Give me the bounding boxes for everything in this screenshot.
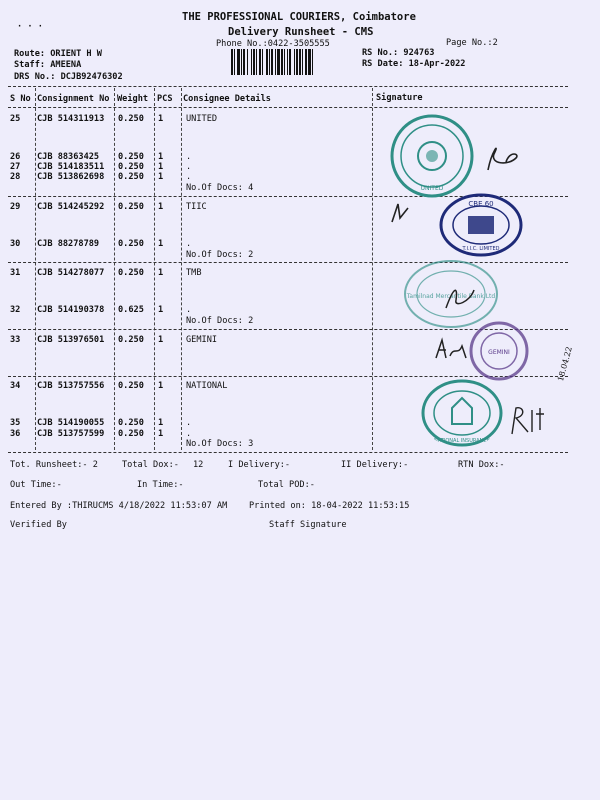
rule-bottom: [8, 452, 568, 453]
col-pcs: PCS: [157, 94, 173, 104]
rs-number: RS No.: 924763: [362, 48, 435, 58]
row-pcs: 1: [158, 114, 164, 124]
row-consignment: CJB 514183511: [37, 162, 105, 172]
barcode-bar: [281, 49, 283, 75]
rule-top: [8, 86, 568, 87]
barcode-bar: [256, 49, 257, 75]
col-consignee: Consignee Details: [183, 94, 271, 104]
row-consignment: CJB 513976501: [37, 335, 105, 345]
row-consignment: CJB 513757599: [37, 429, 105, 439]
row-pcs: 1: [158, 162, 164, 172]
ii-delivery: II Delivery:-: [341, 460, 409, 470]
row-details: GEMINI: [186, 335, 218, 345]
col-divider: [114, 88, 115, 450]
barcode-bar: [251, 49, 252, 75]
signature-scrawl: [480, 140, 530, 175]
barcode-bar: [308, 49, 311, 75]
corner-marks: · · ·: [17, 22, 43, 32]
row-pcs: 1: [158, 418, 164, 428]
company-title: THE PROFESSIONAL COURIERS, Coimbatore: [182, 11, 416, 23]
row-consignment: CJB 88278789: [37, 239, 100, 249]
drs-number: DRS No.: DCJB92476302: [14, 72, 123, 82]
barcode-bar: [277, 49, 280, 75]
row-details: .: [186, 429, 192, 439]
row-weight: 0.250: [118, 202, 144, 212]
col-weight: Weight: [117, 94, 149, 104]
total-dox: Total Dox:-: [122, 460, 179, 470]
row-consignment: CJB 514245292: [37, 202, 105, 212]
row-sno: 32: [10, 305, 21, 315]
row-sno: 28: [10, 172, 21, 182]
row-sno: 30: [10, 239, 21, 249]
barcode-bar: [241, 49, 242, 75]
row-weight: 0.625: [118, 305, 144, 315]
row-pcs: 1: [158, 239, 164, 249]
row-consignment: CJB 513862698: [37, 172, 105, 182]
barcode-bar: [299, 49, 301, 75]
barcode-bar: [302, 49, 303, 75]
svg-text:NATIONAL INSURANCE: NATIONAL INSURANCE: [434, 438, 490, 444]
rule-header: [8, 107, 568, 108]
row-details: .: [186, 172, 192, 182]
rs-date: RS Date: 18-Apr-2022: [362, 59, 466, 69]
barcode-bar: [271, 49, 273, 75]
printed-on: Printed on: 18-04-2022 11:53:15: [249, 501, 410, 511]
barcode-bar: [312, 49, 313, 75]
handwritten-date: 18.04.22: [556, 345, 574, 383]
row-details: .: [186, 305, 192, 315]
i-delivery: I Delivery:-: [228, 460, 291, 470]
row-sno: 34: [10, 381, 21, 391]
barcode-bar: [259, 49, 261, 75]
svg-text:GEMINI: GEMINI: [488, 349, 510, 356]
row-pcs: 1: [158, 429, 164, 439]
svg-text:CBE 60: CBE 60: [468, 200, 494, 208]
runsheet-title: Delivery Runsheet - CMS: [228, 26, 374, 38]
phone-number: Phone No.:0422-3505555: [216, 39, 330, 49]
row-weight: 0.250: [118, 114, 144, 124]
staff: Staff: AMEENA: [14, 60, 82, 70]
entered-by: Entered By :THIRUCMS 4/18/2022 11:53:07 AM: [10, 501, 228, 511]
barcode-bar: [243, 49, 245, 75]
barcode-bar: [237, 49, 240, 75]
doc-count: No.Of Docs: 4: [186, 183, 254, 193]
row-sno: 26: [10, 152, 21, 162]
row-sno: 25: [10, 114, 21, 124]
row-weight: 0.250: [118, 268, 144, 278]
svg-text:T.I.I.C. LIMITED: T.I.I.C. LIMITED: [462, 246, 500, 252]
row-weight: 0.250: [118, 152, 144, 162]
row-sno: 29: [10, 202, 21, 212]
row-pcs: 1: [158, 335, 164, 345]
row-consignment: CJB 514311913: [37, 114, 105, 124]
row-pcs: 1: [158, 202, 164, 212]
row-sno: 31: [10, 268, 21, 278]
row-details: .: [186, 239, 192, 249]
col-divider: [35, 88, 36, 450]
row-details: TMB: [186, 268, 202, 278]
in-time: In Time:-: [137, 480, 184, 490]
signature-scrawl: [432, 334, 472, 364]
row-sno: 35: [10, 418, 21, 428]
total-pod: Total POD:-: [258, 480, 315, 490]
company-stamp: [438, 192, 524, 258]
row-details: .: [186, 152, 192, 162]
doc-count: No.Of Docs: 2: [186, 250, 254, 260]
row-pcs: 1: [158, 381, 164, 391]
col-sno: S No: [10, 94, 31, 104]
staff-signature: Staff Signature: [269, 520, 347, 530]
barcode-bar: [296, 49, 298, 75]
company-stamp: [468, 320, 530, 382]
tot-runsheet: Tot. Runsheet:- 2: [10, 460, 98, 470]
row-details: TIIC: [186, 202, 207, 212]
row-details: UNITED: [186, 114, 218, 124]
company-stamp: [388, 112, 476, 200]
svg-text:UNITED: UNITED: [420, 185, 444, 192]
doc-count: No.Of Docs: 2: [186, 316, 254, 326]
group-divider: [8, 262, 568, 263]
barcode-bar: [287, 49, 288, 75]
col-consignment: Consignment No: [37, 94, 110, 104]
barcode-bar: [247, 49, 248, 75]
col-divider: [154, 88, 155, 450]
barcode-bar: [262, 49, 263, 75]
barcode-bar: [294, 49, 295, 75]
col-signature: Signature: [376, 93, 423, 103]
row-weight: 0.250: [118, 381, 144, 391]
row-pcs: 1: [158, 152, 164, 162]
row-weight: 0.250: [118, 418, 144, 428]
row-weight: 0.250: [118, 429, 144, 439]
insurance-stamp: [420, 378, 504, 448]
row-consignment: CJB 513757556: [37, 381, 105, 391]
route: Route: ORIENT H W: [14, 49, 102, 59]
row-pcs: 1: [158, 268, 164, 278]
barcode-bar: [305, 49, 307, 75]
row-details: NATIONAL: [186, 381, 228, 391]
doc-count: No.Of Docs: 3: [186, 439, 254, 449]
row-pcs: 1: [158, 172, 164, 182]
out-time: Out Time:-: [10, 480, 62, 490]
barcode-bar: [234, 49, 235, 75]
row-consignment: CJB 88363425: [37, 152, 100, 162]
col-divider: [372, 88, 373, 450]
barcode-bar: [275, 49, 276, 75]
barcode-bar: [289, 49, 291, 75]
barcode-bar: [284, 49, 285, 75]
rtn-dox: RTN Dox:-: [458, 460, 505, 470]
row-sno: 27: [10, 162, 21, 172]
row-weight: 0.250: [118, 172, 144, 182]
row-details: .: [186, 418, 192, 428]
signature-scrawl: [388, 198, 412, 226]
row-consignment: CJB 514278077: [37, 268, 105, 278]
row-details: .: [186, 162, 192, 172]
barcode: [230, 49, 355, 75]
row-sno: 36: [10, 429, 21, 439]
signature-scrawl: [440, 282, 480, 312]
row-weight: 0.250: [118, 335, 144, 345]
page-number: Page No.:2: [446, 38, 498, 48]
svg-text:Tamilnad Mercantile Bank Ltd: Tamilnad Mercantile Bank Ltd: [406, 293, 496, 300]
signature-scrawl: [506, 400, 554, 438]
barcode-bar: [253, 49, 255, 75]
col-divider: [181, 88, 182, 450]
total-dox-value: 12: [193, 460, 204, 470]
row-pcs: 1: [158, 305, 164, 315]
row-consignment: CJB 514190378: [37, 305, 105, 315]
row-consignment: CJB 514190055: [37, 418, 105, 428]
verified-by: Verified By: [10, 520, 67, 530]
row-weight: 0.250: [118, 162, 144, 172]
barcode-bar: [231, 49, 233, 75]
row-weight: 0.250: [118, 239, 144, 249]
barcode-bar: [266, 49, 268, 75]
barcode-bar: [269, 49, 270, 75]
row-sno: 33: [10, 335, 21, 345]
